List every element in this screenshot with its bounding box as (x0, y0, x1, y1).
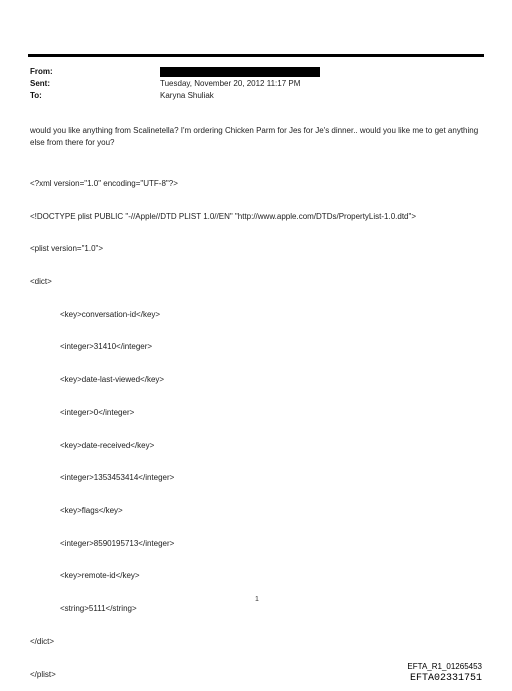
plist-line: </plist> (30, 669, 56, 679)
plist-line: <integer>1353453414</integer> (60, 473, 175, 483)
bates-number-secondary: EFTA02331751 (409, 673, 482, 684)
plist-line: <!DOCTYPE plist PUBLIC "-//Apple//DTD PLIST 1.0//EN" "http://www.apple.com/DTDs/PropertyList-1.0.dtd"> (30, 211, 417, 221)
plist-line: </dict> (30, 636, 55, 646)
plist-line: <dict> (30, 276, 52, 286)
to-label: To: (30, 91, 42, 100)
sent-row (30, 78, 320, 90)
plist-line: <integer>0</integer> (60, 407, 135, 417)
to-value: Karyna Shuliak (160, 91, 214, 100)
page-number: 1 (255, 596, 259, 603)
plist-line: <key>remote-id</key> (60, 571, 140, 581)
plist-line: <?xml version="1.0" encoding="UTF-8"?> (30, 178, 178, 188)
plist-line: <key>conversation-id</key> (60, 309, 161, 319)
bates-number-primary: EFTA_R1_01265453 (407, 662, 482, 671)
plist-line: <plist version="1.0"> (30, 244, 104, 254)
header-rule (28, 54, 484, 57)
plist-line: <integer>31410</integer> (60, 342, 153, 352)
from-label: From: (30, 67, 53, 76)
plist-line: <integer>8590195713</integer> (60, 538, 175, 548)
sent-value: Tuesday, November 20, 2012 11:17 PM (160, 79, 301, 88)
from-row (30, 66, 320, 78)
plist-line: <key>date-last-viewed</key> (60, 375, 165, 385)
plist-line: <string>5111</string> (60, 604, 137, 614)
message-body: would you like anything from Scalinetella? I'm ordering Chicken Parm for Jes for Je's dinner.. would you like me to get anything else from there for you? (30, 126, 479, 147)
plist-line: <key>date-received</key> (60, 440, 155, 450)
to-row (30, 90, 320, 102)
redaction-box (160, 67, 320, 77)
email-header (30, 66, 320, 102)
plist-block (30, 157, 416, 691)
sent-label: Sent: (30, 79, 50, 88)
plist-line: <key>flags</key> (60, 506, 123, 515)
